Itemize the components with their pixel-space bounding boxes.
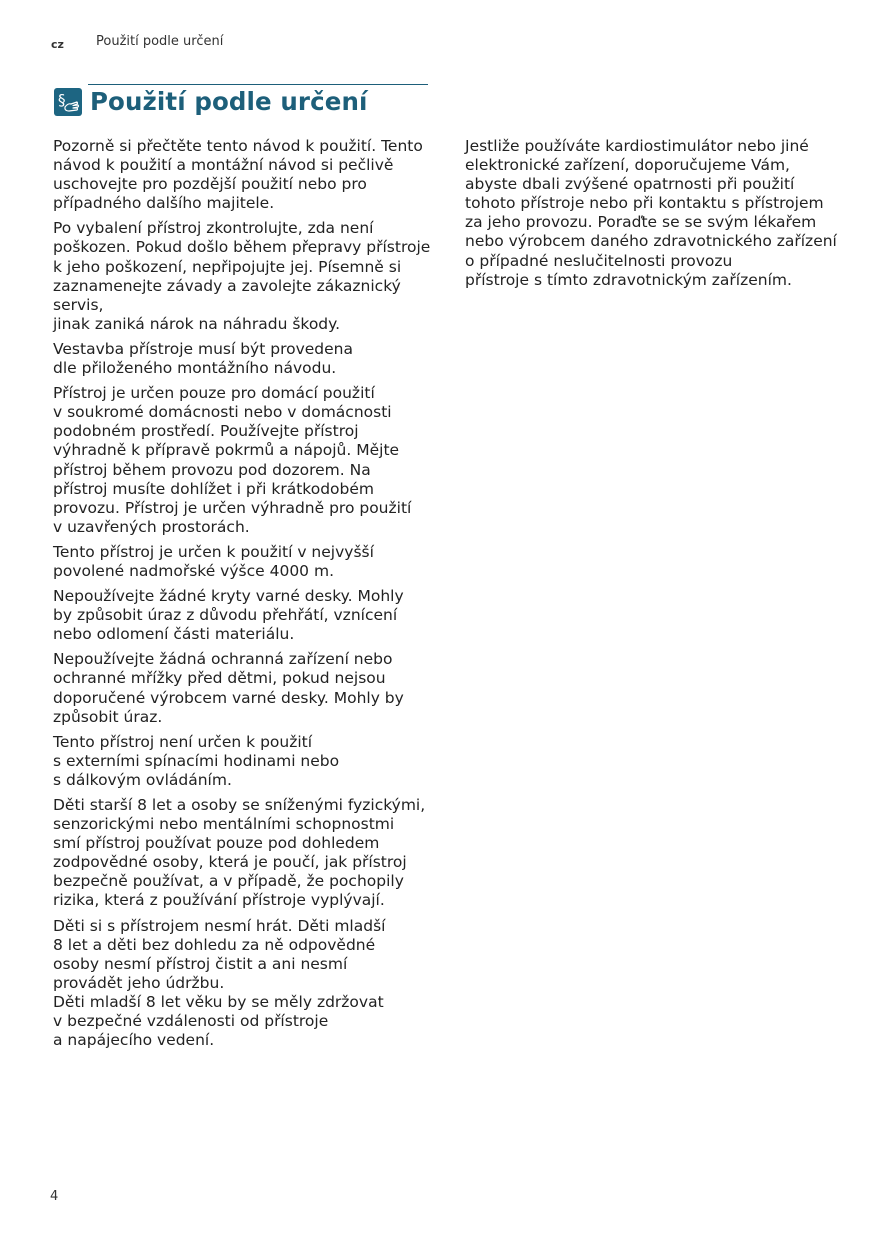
title-rule [88,84,428,85]
paragraph-children-play: Děti si s přístrojem nesmí hrát. Děti mladší 8 let a děti bez dohledu za ně odpovědné osoby nesmí přístroj čistit a ani nesmí provádět jeho údržbu. [53,916,386,992]
section-heading [54,87,367,116]
language-code: cz [51,38,64,51]
right-column [465,137,845,296]
header-section-title: Použití podle určení [96,34,224,49]
paragraph-children-supervision: Děti starší 8 let a osoby se sníženými fyzickými, senzorickými nebo mentálními schopnostmi smí přístroj používat pouze pod dohledem zodpovědné osoby, která je poučí, jak přístroj bezpečně používat, a v případě, že pochopily rizika, která z používání přístroje vyplývají. [53,796,426,910]
left-column [53,137,453,1056]
paragraph-children-distance: Děti mladší 8 let věku by se měly zdržovat v bezpečné vzdálenosti od přístroje a napájecího vedení. [53,992,384,1050]
paragraph-child-guards: Nepoužívejte žádná ochranná zařízení nebo ochranné mřížky před dětmi, pokud nejsou doporučené výrobcem varné desky. Mohly by způsobit úraz. [53,650,404,726]
section-hand-icon [54,88,82,116]
paragraph-installation: Vestavba přístroje musí být provedena dle přiloženého montážního návodu. [53,339,353,378]
paragraph-domestic-use: Přístroj je určen pouze pro domácí použití v soukromé domácnosti nebo v domácnosti podobném prostředí. Používejte přístroj výhradně k přípravě pokrmů a nápojů. Mějte přístroj během provozu pod dozorem. Na přístroj musíte dohlížet i při krátkodobém provozu. Přístroj je určen výhradně pro použití v uzavřených prostorách. [53,384,412,536]
paragraph-external-timer: Tento přístroj není určen k použití s externími spínacími hodinami nebo s dálkovým ovládáním. [53,732,340,789]
paragraph-pacemaker: Jestliže používáte kardiostimulátor nebo jiné elektronické zařízení, doporučujeme Vám, abyste dbali zvýšené opatrnosti při použití tohoto přístroje nebo při kontaktu s přístrojem za jeho provozu. Poraďte se se svým lékařem nebo výrobcem daného zdravotnického zařízení o případné neslučitelnosti provozu přístroje s tímto zdravotnickým zařízením. [465,137,837,289]
paragraph-altitude: Tento přístroj je určen k použití v nejvyšší povolené nadmořské výšce 4000 m. [53,542,374,580]
paragraph-covers: Nepoužívejte žádné kryty varné desky. Mohly by způsobit úraz z důvodu přehřátí, vznícení nebo odlomení části materiálu. [53,587,404,644]
page-title: Použití podle určení [90,87,368,116]
page-number: 4 [50,1189,59,1204]
paragraph-reading: Pozorně si přečtěte tento návod k použití. Tento návod k použití a montážní návod si pečlivě uschovejte pro pozdější použití nebo pro případného dalšího majitele. [53,137,423,213]
svg-text:§: § [58,90,66,109]
paragraph-unpacking: Po vybalení přístroj zkontrolujte, zda není poškozen. Pokud došlo během přepravy přístroje k jeho poškození, nepřipojujte jej. Písemně si zaznamenejte závady a zavolejte zákaznický servis, jinak zaniká nárok na náhradu škody. [53,219,431,333]
